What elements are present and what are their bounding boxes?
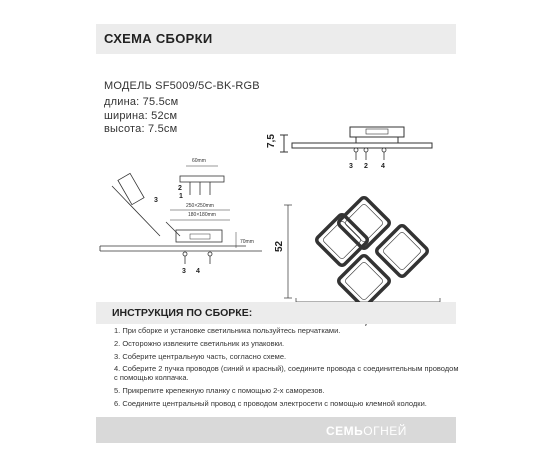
label-70mm: 70mm (240, 239, 254, 245)
dim-height-label: 7,5 (266, 134, 277, 148)
label-60mm: 60mm (192, 158, 206, 164)
length-label: длина: 75.5см (104, 96, 179, 108)
height-label: высота: 7.5см (104, 123, 178, 135)
lamp-top-view-drawing (315, 196, 429, 308)
mounting-detail-drawing (100, 166, 262, 251)
label-250mm: 250×250mm (186, 203, 214, 209)
brand-light: ОГНЕЙ (363, 424, 407, 438)
part-number-4-side: 4 (381, 163, 385, 170)
page-title: СХЕМА СБОРКИ (104, 31, 213, 46)
part-number-1: 1 (179, 193, 183, 200)
label-180mm: 180×180mm (188, 212, 216, 218)
instruction-step: 5. Прикрепите крепежную планку с помощью 2-х саморезов. (114, 386, 325, 395)
part-number-2: 2 (178, 185, 182, 192)
model-label: МОДЕЛЬ SF5009/5C-BK-RGB (104, 80, 260, 92)
screw-parts-bottom (183, 252, 212, 264)
brand-logo (326, 424, 407, 438)
part-number-3-side: 3 (349, 163, 353, 170)
instruction-step: 6. Соедините центральный провод с проводом электросети с помощью клемной колодки. (114, 399, 427, 408)
instruction-step: 2. Осторожно извлеките светильник из упаковки. (114, 339, 285, 348)
instruction-step: 4. Соберите 2 пучка проводов (синий и красный), соедините провода с соединительным проводом с помощью колпачка. (114, 364, 459, 382)
part-number-3-bottom: 3 (182, 268, 186, 275)
screw-parts-side (354, 148, 386, 160)
instructions-title: ИНСТРУКЦИЯ ПО СБОРКЕ: (112, 307, 253, 319)
instruction-step: 1. При сборке и установке светильника пользуйтесь перчатками. (114, 326, 341, 335)
dim-width-label: 52 (274, 240, 285, 252)
part-number-4-bottom: 4 (196, 268, 200, 275)
part-number-2-side: 2 (364, 163, 368, 170)
brand-bold: СЕМЬ (326, 424, 364, 438)
width-label: ширина: 52см (104, 110, 178, 122)
instruction-step: 3. Соберите центральную часть, согласно схеме. (114, 352, 287, 361)
part-number-3: 3 (154, 197, 158, 204)
